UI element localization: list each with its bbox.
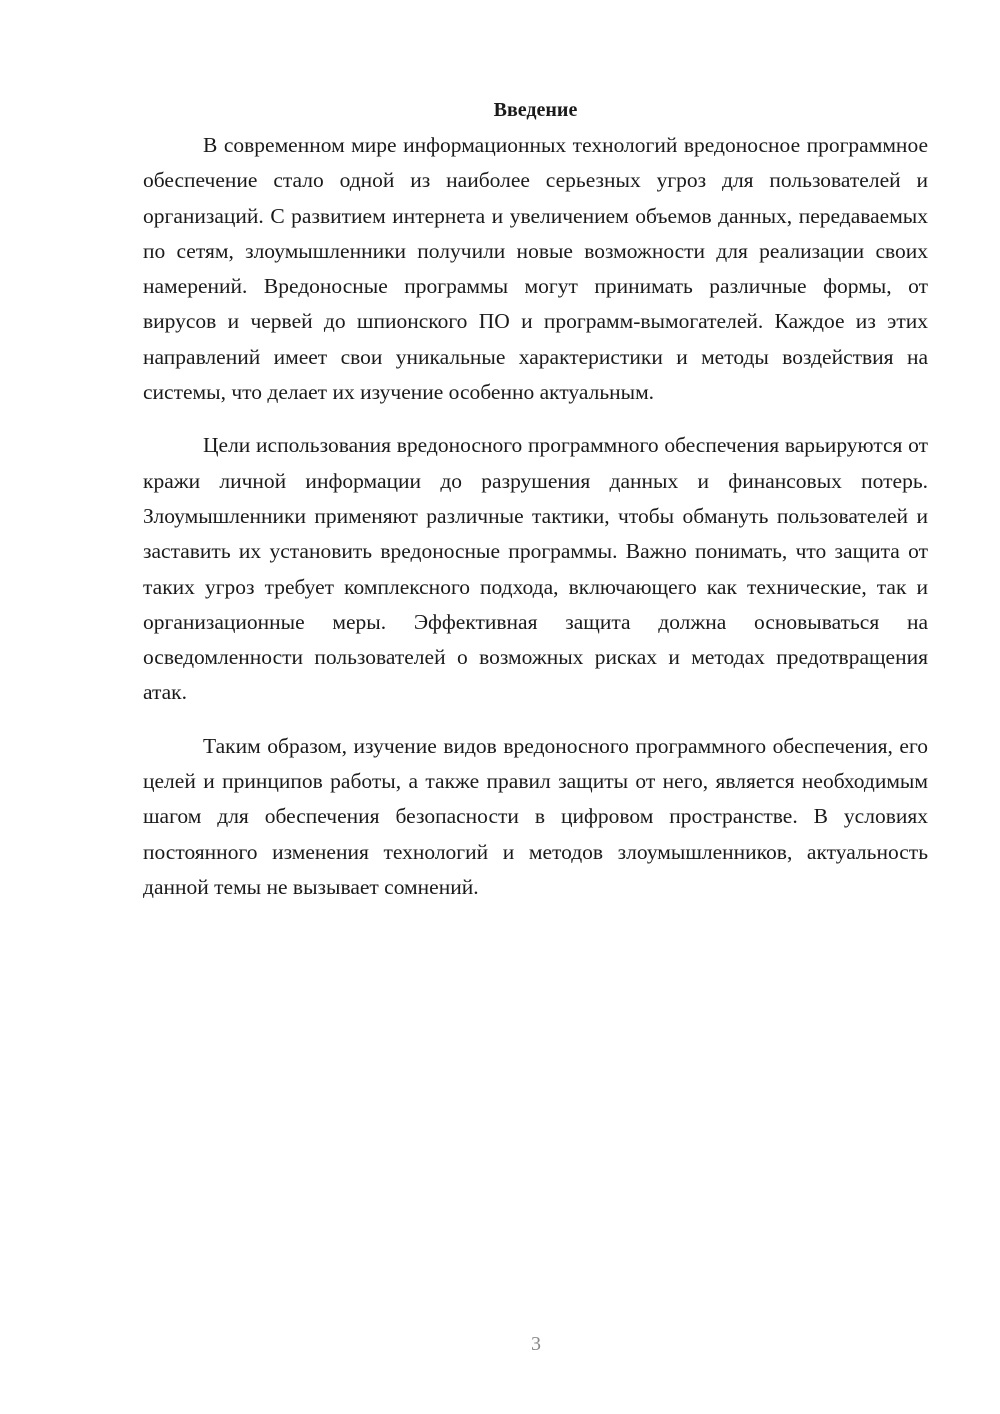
paragraph-2: Цели использования вредоносного программного обеспечения варьируются от кражи личной информации до разрушения данных и финансовых потерь. Злоумышленники применяют различные тактики, чтобы обмануть пользователей и заставить их установить вредоносные программы. Важно понимать, что защита от таких угроз требует комплексного подхода, включающего как технические, так и организационные меры. Эффективная защита должна основываться на осведомленности пользователей о возможных рисках и методах предотвращения атак. — [143, 433, 928, 705]
document-body — [143, 92, 928, 923]
paragraph-3: Таким образом, изучение видов вредоносного программного обеспечения, его целей и принципов работы, а также правил защиты от него, является необходимым шагом для обеспечения безопасности в цифровом пространстве. В условиях постоянного изменения технологий и методов злоумышленников, актуальность данной темы не вызывает сомнений. — [143, 733, 928, 899]
paragraph-1: В современном мире информационных технологий вредоносное программное обеспечение стало одной из наиболее серьезных угроз для пользователей и организаций. С развитием интернета и увеличением объемов данных, передаваемых по сетям, злоумышленники получили новые возможности для реализации своих намерений. Вредоносные программы могут принимать различные формы, от вирусов и червей до шпионского ПО и программ-вымогателей. Каждое из этих направлений имеет свои уникальные характеристики и методы воздействия на системы, что делает их изучение особенно актуальным. — [143, 133, 928, 405]
page-number: 3 — [531, 1333, 541, 1355]
section-heading: Введение — [493, 99, 578, 121]
